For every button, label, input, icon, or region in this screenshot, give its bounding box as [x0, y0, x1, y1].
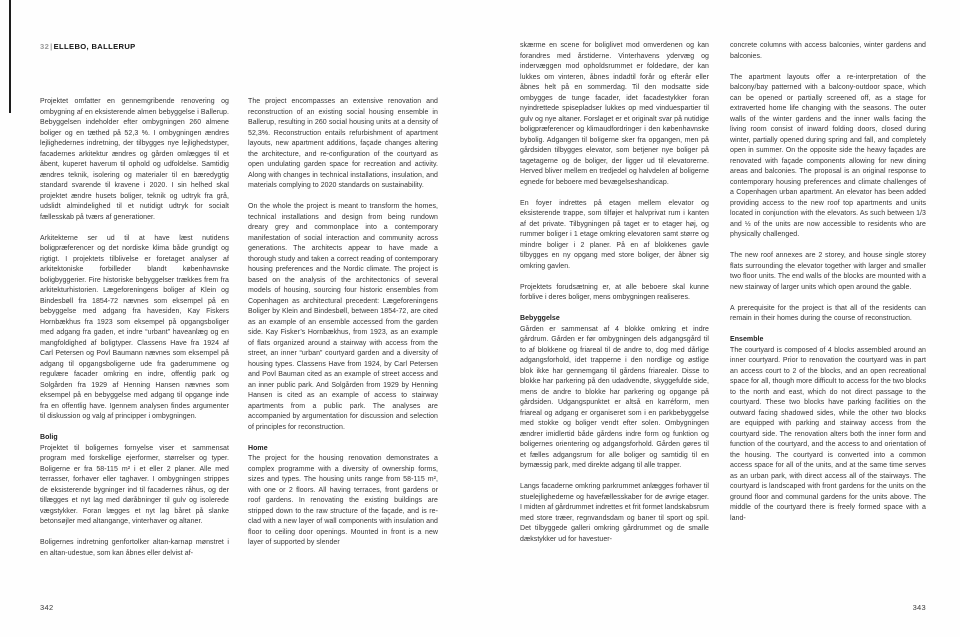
- paragraph: The apartment layouts offer a re-interpretation of the balcony/bay patterned with a balcony-outdoor space, which can be opened or partially screened off, as a stage for extraverted home life changing with the seasons. The outer walls of the winter gardens and the inner walls facing the living room consist of inward folding doors, closed during winter, partially opened during spring and fall, and completely open in summer. On the opposite side the heavy façades are renovated with façade components allowing for new dining areas and balconies. The proposal is an original response to contemporary housing preferences and climate challenges of a Copenhagen urban apartment. An elevator has been added providing access to the new roof top apartments and units located in conjunction with the elevators. As such between 1/3 and ½ of the units are now accessible to residents who are physically challenged.: [730, 73, 926, 238]
- section-heading: Ensemble: [730, 336, 764, 343]
- section-heading: Bebyggelse: [520, 315, 560, 322]
- paragraph: The courtyard is composed of 4 blocks assembled around an inner courtyard. Prior to renovation the courtyard was in part an access court to 2 of the blocks, and an open recreational space for all, though more difficult to access for the two blocks to the north and east, which do not direct passage to the courtyard. These two blocks have parking facilities on the outward facing shadowed sides, while the other two blocks are equipped with parking and stairway access from the courtyard side. The renovation alters both the inner form and function of the courtyard, and the access to and orientation of the housing. The courtyard is converted into a common access space for all of the units, and at the same time serves as an urban park, with direct access all of the stairways. The courtyard is landscaped with front gardens for the units on the ground floor and communal gardens for the units above. The middle of the courtyard there is freely formed space with a land-: [730, 346, 926, 522]
- paragraph: Boligernes indretning genfortolker altan-karnap mønstret i en altan-udestue, som kan åbnes eller delvist af-: [40, 539, 229, 557]
- paragraph: The project encompasses an extensive renovation and reconstruction of an existing social housing ensemble in Ballerup, resulting in 260 social housing units at a density of 52,3%. Reconstruction entails refurbishment of apartment layouts, new apartment additions, façade changes altering the architecture, and re-configuration of the courtyard as open undulating garden space for recreation and activity. Along with changes in technical installations, insulation, and materials complying to 2020 standards on sustainability.: [248, 98, 438, 189]
- header-title: ELLEBO, BALLERUP: [53, 42, 136, 51]
- paragraph: Projektets forudsætning er, at alle beboere skal kunne forblive i deres boliger, mens ombygningen realiseres.: [520, 283, 709, 301]
- paragraph: skærme en scene for boliglivet mod omverdenen og kan forandres med årstiderne. Vinterhavens ydervæg og indervæggen mod opholdsrummet er foldedøre, der kan lukkes om vinteren, åbnes indadtil forår og efterår eller åbnes helt på en sommerdag. Til den modsatte side ombygges de tunge facader, idet facadestykker foran nyindrettede spisepladser lukkes op med vinduespartier til gulv og nye altaner. Forslaget er et originalt svar på nutidige boligpræferencer og klimaudfordringer i den københavnske bybolig. Adgangen til boligerne sker fra opgangen, men på gårdsiden tilbygges elevator, som betjener nye boliger på tagetagerne og de boliger, der ligger ud til elevatorerne. Herved bliver mellem en tredjedel og halvdelen af boligerne egnede for beboere med bevægelseshandicap.: [520, 42, 709, 186]
- paragraph: A prerequisite for the project is that all of the residents can remain in their homes during the course of reconstruction.: [730, 304, 926, 322]
- page-edge-mark: [9, 0, 11, 113]
- paragraph: The new roof annexes are 2 storey, and house single storey flats surrounding the elevator together with larger and smaller two floor units. The end walls of the blocks are mounted with a new stairway of larger units which open around the gable.: [730, 252, 927, 291]
- page-number-left: 342: [40, 603, 54, 612]
- header-divider: |: [50, 42, 53, 51]
- paragraph: En foyer indrettes på etagen mellem elevator og eksisterende trappe, som tilføjer et halvprivat rum i kanten af det private. Tilbygningen på taget er to etager høj, og rummer boliger i 1 etage omkring elevatoren samt større og mindre boliger i 2 planer. På en af blokkenes gavle tilbygges en ny opgang med store boliger, der åbner sig omkring gavlen.: [520, 199, 709, 270]
- running-header: [40, 42, 136, 51]
- text-column-danish-left: [40, 97, 229, 570]
- section-heading: Home: [248, 444, 268, 452]
- paragraph: On the whole the project is meant to transform the homes, technical installations and design from being rundown dreary grey and commonplace into a contemporary manifestation of social interaction and community across generations. The architects appear to have made a thorough study and taken a correct reading of contemporary housing preferences and the Nordic climate. The project is based on the analysis of the architectonics of several models of housing, sourcing four historic ensembles from Copenhagen as architectural precedent: Lægeforeningens Boliger by Klein and Bindesbøll, between 1854-72, are cited as an example of an ensemble accessed from the garden side. Kay Fisker’s Hornbækhus, from 1923, as an example of flats organized around a stairway with access from the street, an inner “urban” courtyard garden and a diversity of housing types. Classens Have from 1924, by Carl Petersen and Povl Bauman cited as an example of street access and an inner public park. And Solgården from 1929 by Henning Hansen is cited as an example of access to stairway apartments from a public park. The analyses are accompanied by argumentation for discussion and selection of principles for reconstruction.: [248, 203, 438, 431]
- page-number-right: 343: [912, 603, 926, 612]
- paragraph: Projektet til boligernes fornyelse viser et sammensat program med forskellige ejerformer, størrelser og typer. Boligerne er fra 58-115 m² i et eller 2 planer. Alle med terrasser, forhaver eller taghaver. I ombygningen strippes de eksisterende bygninger ind til facadernes råhus, og der tillægges et nyt lag med døråbninger til gulv og isolerede vægstykker. Foran lægges et nyt lag båret på slanke betonsøjler med altangange, vinterhaver og altaner.: [40, 444, 229, 525]
- text-column-english-right: [730, 41, 926, 535]
- text-column-danish-right: [520, 41, 709, 556]
- paragraph: The project for the housing renovation demonstrates a complex programme with a diversity of ownership forms, sizes and types. The housing units range from 58-115 m², with one or 2 floors. All having terraces, front gardens or roof gardens. In renovating the existing buildings are stripped down to the raw structure of the façade, and is re-clad with a new layer of wall components with insulation and floor to ceiling door openings. Mounted in front is a new layer of supported by slender: [248, 455, 438, 546]
- paragraph: concrete columns with access balconies, winter gardens and balconies.: [730, 42, 926, 60]
- paragraph: Langs facaderne omkring parkrummet anlægges forhaver til stuelejlighederne og havefællesskaber for de øvrige etager. I midten af gårdrummet indrettes et frit formet landskabsrum med store træer, regnvandsdam og baner til sport og spil. Det tilbyggede galleri omkring gårdrummet og de smalle dækstykker ud for havestuer-: [520, 483, 709, 543]
- paragraph: Arkitekterne ser ud til at have læst nutidens boligpræferencer og det nordiske klima både grundigt og rigtigt. I projektets tilblivelse er foretaget analyser af arkitektoniske forbilleder blandt københavnske boligbyggerier. Fire historiske bebyggelser trækkes frem fra arkitekturhistorien. Lægeforeningens boliger af Klein og Bindesbøll fra 1854-72 nævnes som eksempel på en bebyggelse med adgang fra havesiden, Kay Fiskers Hornbækhus fra 1923 som eksempel på opgangsboliger med adgang fra gaden, et indre “urbant” haveanlæg og en mangfoldighed af boligtyper. Classens Have fra 1924 af Carl Petersen og Povl Baumann nævnes som eksempel på adgang til opgangsboligerne ude fra gaderummene og regulære facader omkring en indre, offentlig park og Solgården fra 1929 af Henning Hansen nævnes som eksempel på en bebyggelse med adgang til opgange inde fra en offentlig have. Igennem analysen findes argumenter til diskussion og valg af principper i ombygningen.: [40, 234, 229, 420]
- section-heading: Bolig: [40, 434, 58, 441]
- paragraph: Projektet omfatter en gennemgribende renovering og ombygning af en eksisterende almen bebyggelse i Ballerup. Bebyggelsen indeholder efter ombygningen 260 almene boliger og en tæthed på 52,3 %. I ombygningen ændres lejlighedernes indretning, der tilbygges nye lejlighedstyper, facadernes arkitektur ændres og gården omlægges til et åbent, kuperet haverum til ophold og udfoldelse. Samtidig ændres teknik, isolering og materialer til en bæredygtig standard svarende til kravene i 2020. I sin helhed skal projektet ændre husets boliger, teknik og udtryk fra grå, udslidt almindelighed til et nutidigt udtryk for socialt fællesskab på tværs af generationer.: [40, 98, 229, 221]
- paragraph: Gården er sammensat af 4 blokke omkring et indre gårdrum. Gården er før ombygningen dels adgangsgård til to af blokkene og friareal til de andre to, dog med dårlige adgangsforhold, idet trapperne i den nordlige og østlige blok ikke har gennemgang til gårdens friarealer. Disse to blokke har parkering på den udadvendte, skyggefulde side, mens de andre to blokke har parkering og opgange på gårdsiden. Udgangspunktet er altså en karréform, men friareal og adgang er organiseret som i en parkbebyggelse med stokke og boliger vendt efter solen. Ombygningen ændrer imidlertid både gårdens indre form og funktion og boligernes orientering og adgangsforhold. Gården gøres til et fælles adgangsrum for alle boliger og samtidig til en bymæssig park, med direkte adgang til alle trapper.: [520, 325, 709, 469]
- text-column-english-left: [248, 97, 438, 559]
- header-page-ref: 32: [40, 42, 50, 51]
